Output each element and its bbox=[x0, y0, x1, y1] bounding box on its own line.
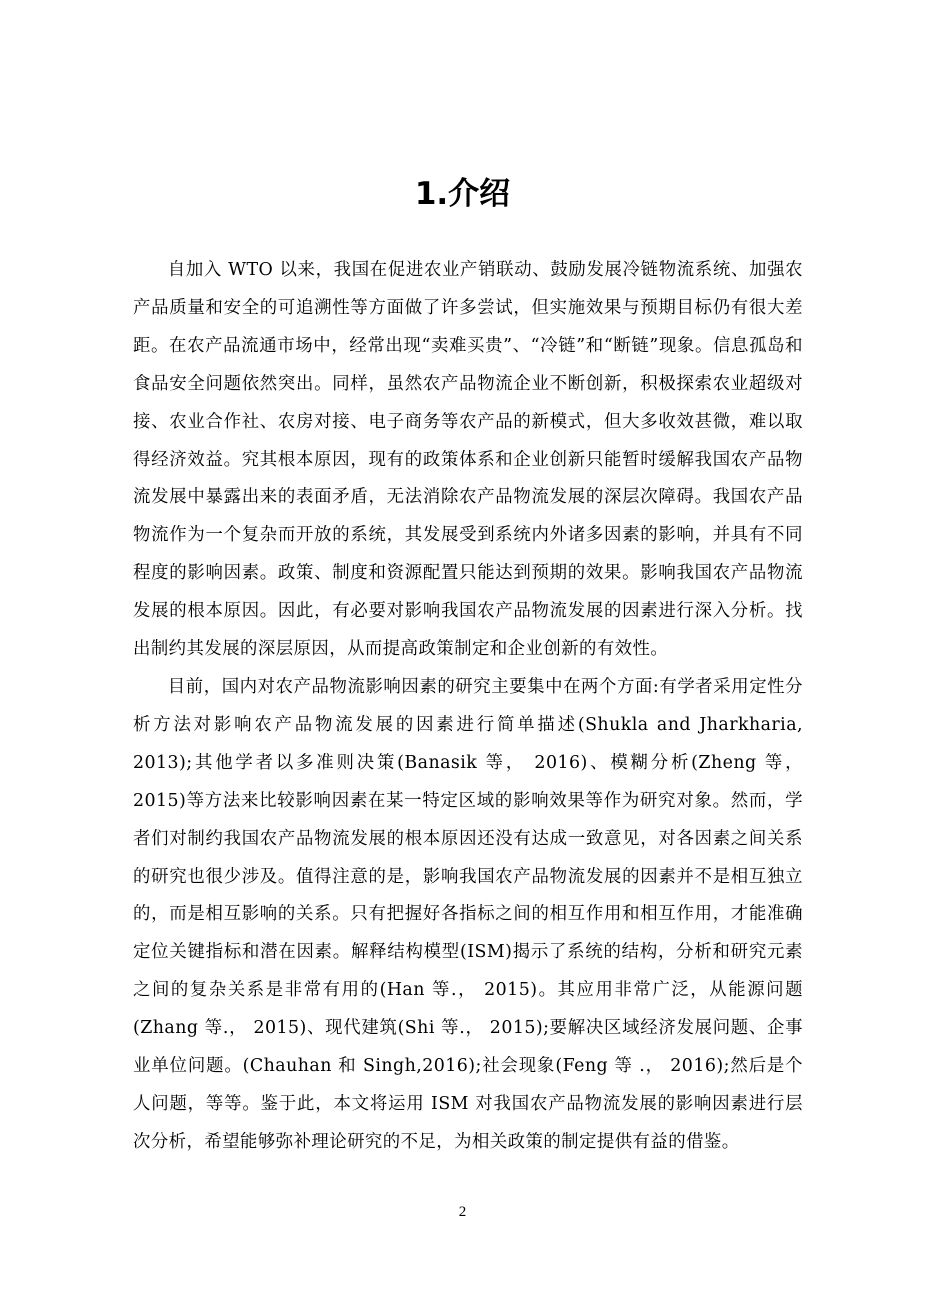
body-text bbox=[133, 252, 803, 1162]
page-number: 2 bbox=[458, 1204, 467, 1220]
paragraph-literature: 目前，国内对农产品物流影响因素的研究主要集中在两个方面:有学者采用定性分析方法对影响农产品物流发展的因素进行简单描述(Shukla and Jharkharia, 2013);其他学者以多准则决策(Banasik 等， 2016)、模糊分析(Zheng 等， 2015)等方法来比较影响因素在某一特定区域的影响效果等作为研究对象。然而，学者们对制约我国农产品物流发展的根本原因还没有达成一致意见，对各因素之间关系的研究也很少涉及。值得注意的是，影响我国农产品物流发展的因素并不是相互独立的，而是相互影响的关系。只有把握好各指标之间的相互作用和相互作用，才能准确定位关键指标和潜在因素。解释结构模型(ISM)揭示了系统的结构，分析和研究元素之间的复杂关系是非常有用的(Han 等.， 2015)。其应用非常广泛，从能源问题(Zhang 等.， 2015)、现代建筑(Shi 等.， 2015);要解决区域经济发展问题、企事业单位问题。(Chauhan 和 Singh,2016);社会现象(Feng 等 .， 2016);然后是个人问题，等等。鉴于此，本文将运用 ISM 对我国农产品物流发展的影响因素进行层次分析，希望能够弥补理论研究的不足，为相关政策的制定提供有益的借鉴。 bbox=[133, 676, 803, 1152]
section-title: 1.介绍 bbox=[414, 176, 511, 212]
paragraph-intro: 自加入 WTO 以来，我国在促进农业产销联动、鼓励发展冷链物流系统、加强农产品质量和安全的可追溯性等方面做了许多尝试，但实施效果与预期目标仍有很大差距。在农产品流通市场中，经常出现“卖难买贵”、“冷链”和“断链”现象。信息孤岛和食品安全问题依然突出。同样，虽然农产品物流企业不断创新，积极探索农业超级对接、农业合作社、农房对接、电子商务等农产品的新模式，但大多收效甚微，难以取得经济效益。究其根本原因，现有的政策体系和企业创新只能暂时缓解我国农产品物流发展中暴露出来的表面矛盾，无法消除农产品物流发展的深层次障碍。我国农产品物流作为一个复杂而开放的系统，其发展受到系统内外诸多因素的影响，并具有不同程度的影响因素。政策、制度和资源配置只能达到预期的效果。影响我国农产品物流发展的根本原因。因此，有必要对影响我国农产品物流发展的因素进行深入分析。找出制约其发展的深层原因，从而提高政策制定和企业创新的有效性。 bbox=[133, 260, 803, 660]
